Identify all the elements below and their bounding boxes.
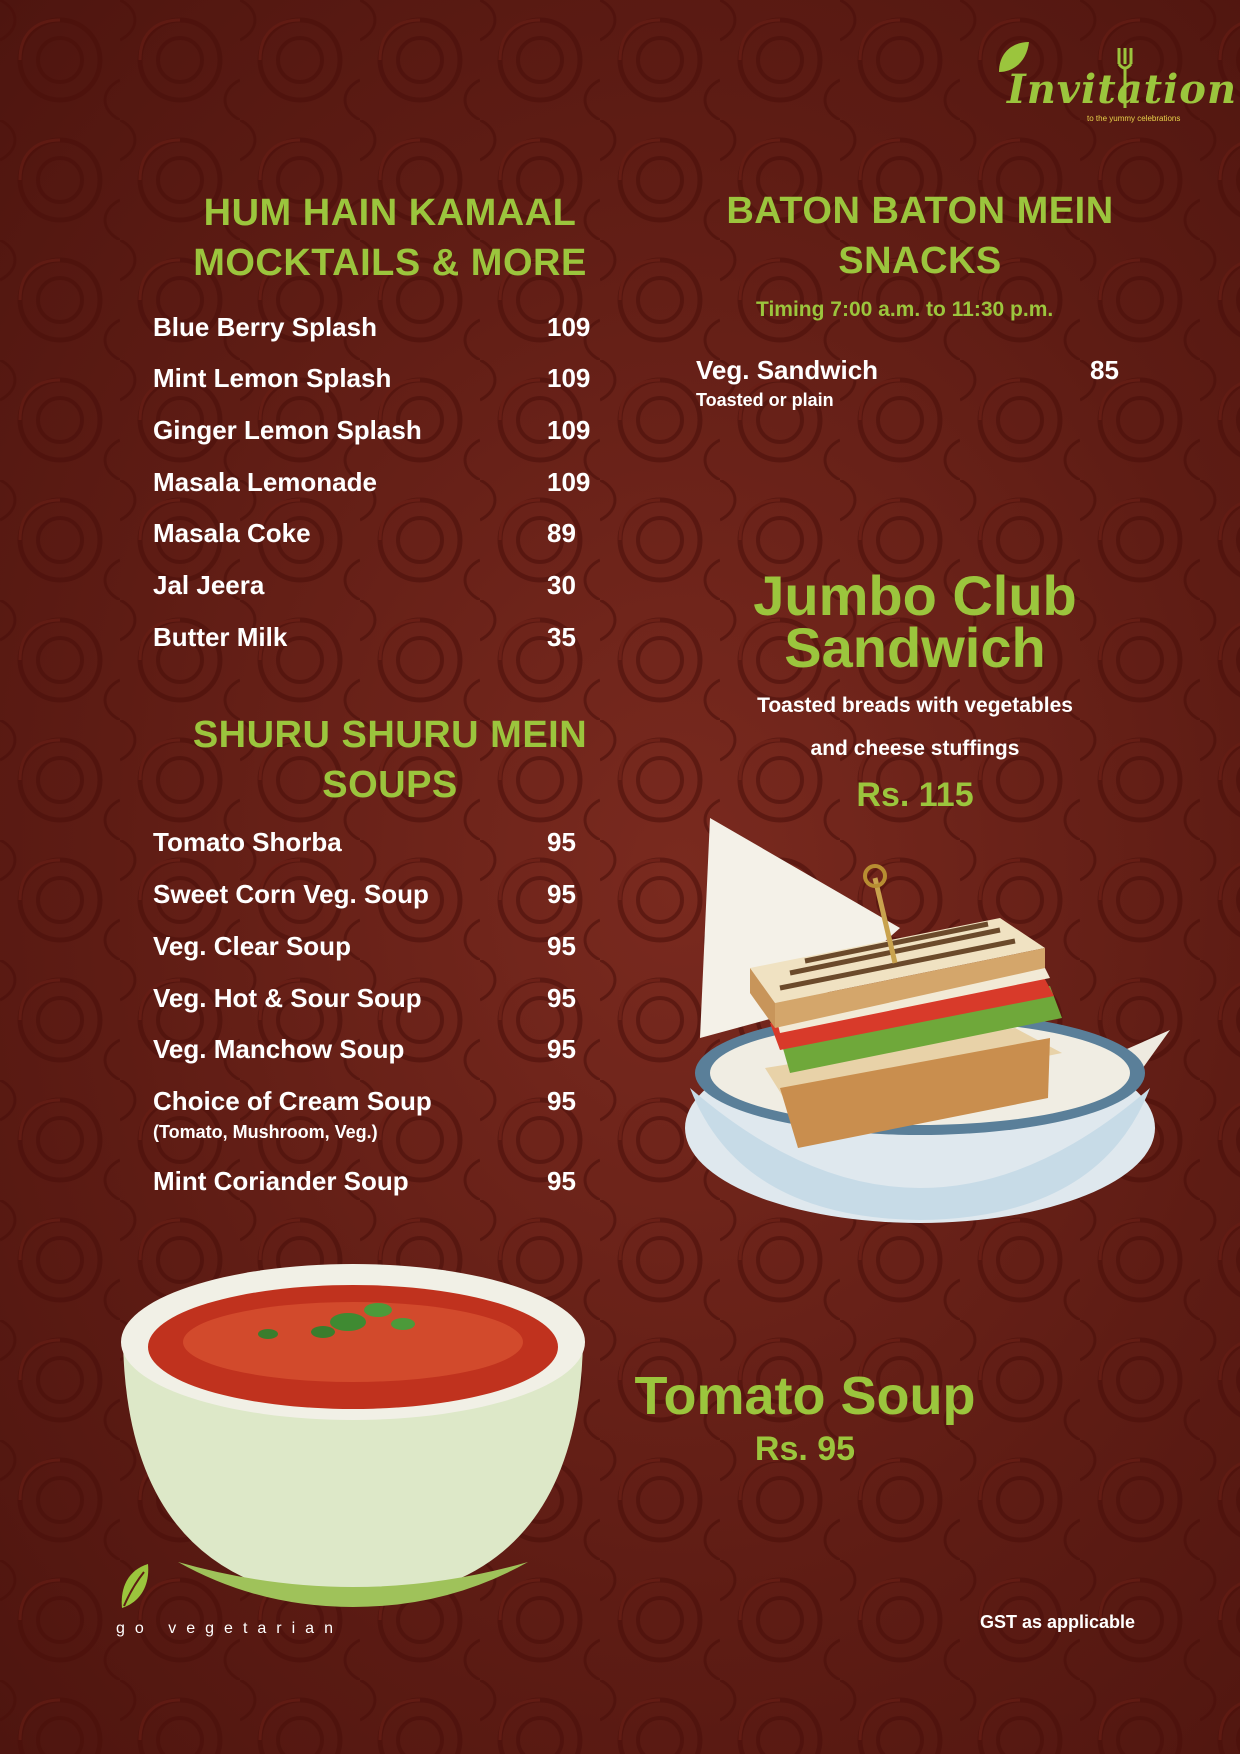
menu-item-name: Blue Berry Splash: [153, 312, 377, 342]
soups-title-line1: SHURU SHURU MEIN: [192, 714, 588, 756]
feature-sandwich-title-line2: Sandwich: [784, 616, 1046, 679]
menu-item-name: Jal Jeera: [153, 570, 265, 600]
menu-item-price: 95: [547, 1034, 576, 1064]
feature-sandwich-title: [650, 564, 1180, 679]
menu-item-name: Choice of Cream Soup: [153, 1086, 432, 1116]
menu-item-price: 109: [547, 415, 591, 445]
menu-item-name: Masala Lemonade: [153, 467, 377, 497]
menu-item-price: 95: [547, 879, 576, 909]
logo-tagline: to the yummy celebrations: [1087, 114, 1181, 123]
mocktails-title-line2: MOCKTAILS & MORE: [193, 242, 587, 284]
menu-item-name: Veg. Sandwich: [696, 355, 879, 385]
menu-item-price: 109: [547, 467, 591, 497]
menu-item-price: 109: [547, 363, 591, 393]
menu-item-name: Veg. Clear Soup: [153, 931, 351, 961]
menu-item-price: 95: [547, 827, 576, 857]
menu-item-price: 89: [547, 518, 576, 548]
menu-item-price: 85: [1090, 355, 1119, 385]
menu-item-price: 35: [547, 622, 576, 652]
menu-item-name: Butter Milk: [153, 622, 288, 652]
menu-item-name: Veg. Hot & Sour Soup: [153, 983, 422, 1013]
feature-sandwich-description: [640, 684, 1190, 770]
menu-item-note: (Tomato, Mushroom, Veg.): [153, 1122, 378, 1142]
menu-item-name: Sweet Corn Veg. Soup: [153, 879, 429, 909]
snacks-title-line1: BATON BATON MEIN: [726, 190, 1114, 232]
gst-note: GST as applicable: [980, 1612, 1136, 1632]
menu-item-name: Mint Coriander Soup: [153, 1166, 409, 1196]
mocktails-title-line1: HUM HAIN KAMAAL: [203, 192, 577, 234]
footer-brand: go vegetarian: [116, 1620, 343, 1637]
menu-item-name: Ginger Lemon Splash: [153, 415, 422, 445]
menu-item-price: 109: [547, 312, 591, 342]
menu-item-name: Masala Coke: [153, 518, 311, 548]
logo-text: Invitation: [1007, 66, 1238, 113]
menu-item-name: Tomato Shorba: [153, 827, 342, 857]
feature-sandwich-title-line1: Jumbo Club: [753, 564, 1077, 627]
soup-bowl-image: [118, 1262, 588, 1612]
menu-item-name: Mint Lemon Splash: [153, 363, 392, 393]
snacks-title-line2: SNACKS: [838, 240, 1002, 282]
menu-item-note: Toasted or plain: [696, 390, 834, 410]
feature-sandwich-desc-line2: and cheese stuffings: [810, 737, 1020, 760]
feature-soup-price: Rs. 95: [754, 1430, 856, 1468]
menu-item-price: 95: [547, 931, 576, 961]
soups-title-line2: SOUPS: [322, 764, 458, 806]
snacks-title: [660, 186, 1180, 286]
soups-title: [140, 710, 640, 810]
feature-sandwich-desc-line1: Toasted breads with vegetables: [757, 694, 1073, 717]
sandwich-image: [670, 818, 1170, 1238]
mocktails-title: [140, 188, 640, 288]
feature-sandwich-price: Rs. 115: [856, 776, 974, 814]
menu-item-price: 95: [547, 1086, 576, 1116]
leaf-icon: [118, 1562, 152, 1610]
snacks-timing: Timing 7:00 a.m. to 11:30 p.m.: [756, 298, 1054, 321]
brand-logo: [993, 38, 1238, 128]
menu-item-name: Veg. Manchow Soup: [153, 1034, 405, 1064]
menu-item-price: 95: [547, 983, 576, 1013]
menu-item-price: 30: [547, 570, 576, 600]
feature-soup-title: Tomato Soup: [634, 1366, 976, 1426]
menu-item-price: 95: [547, 1166, 576, 1196]
